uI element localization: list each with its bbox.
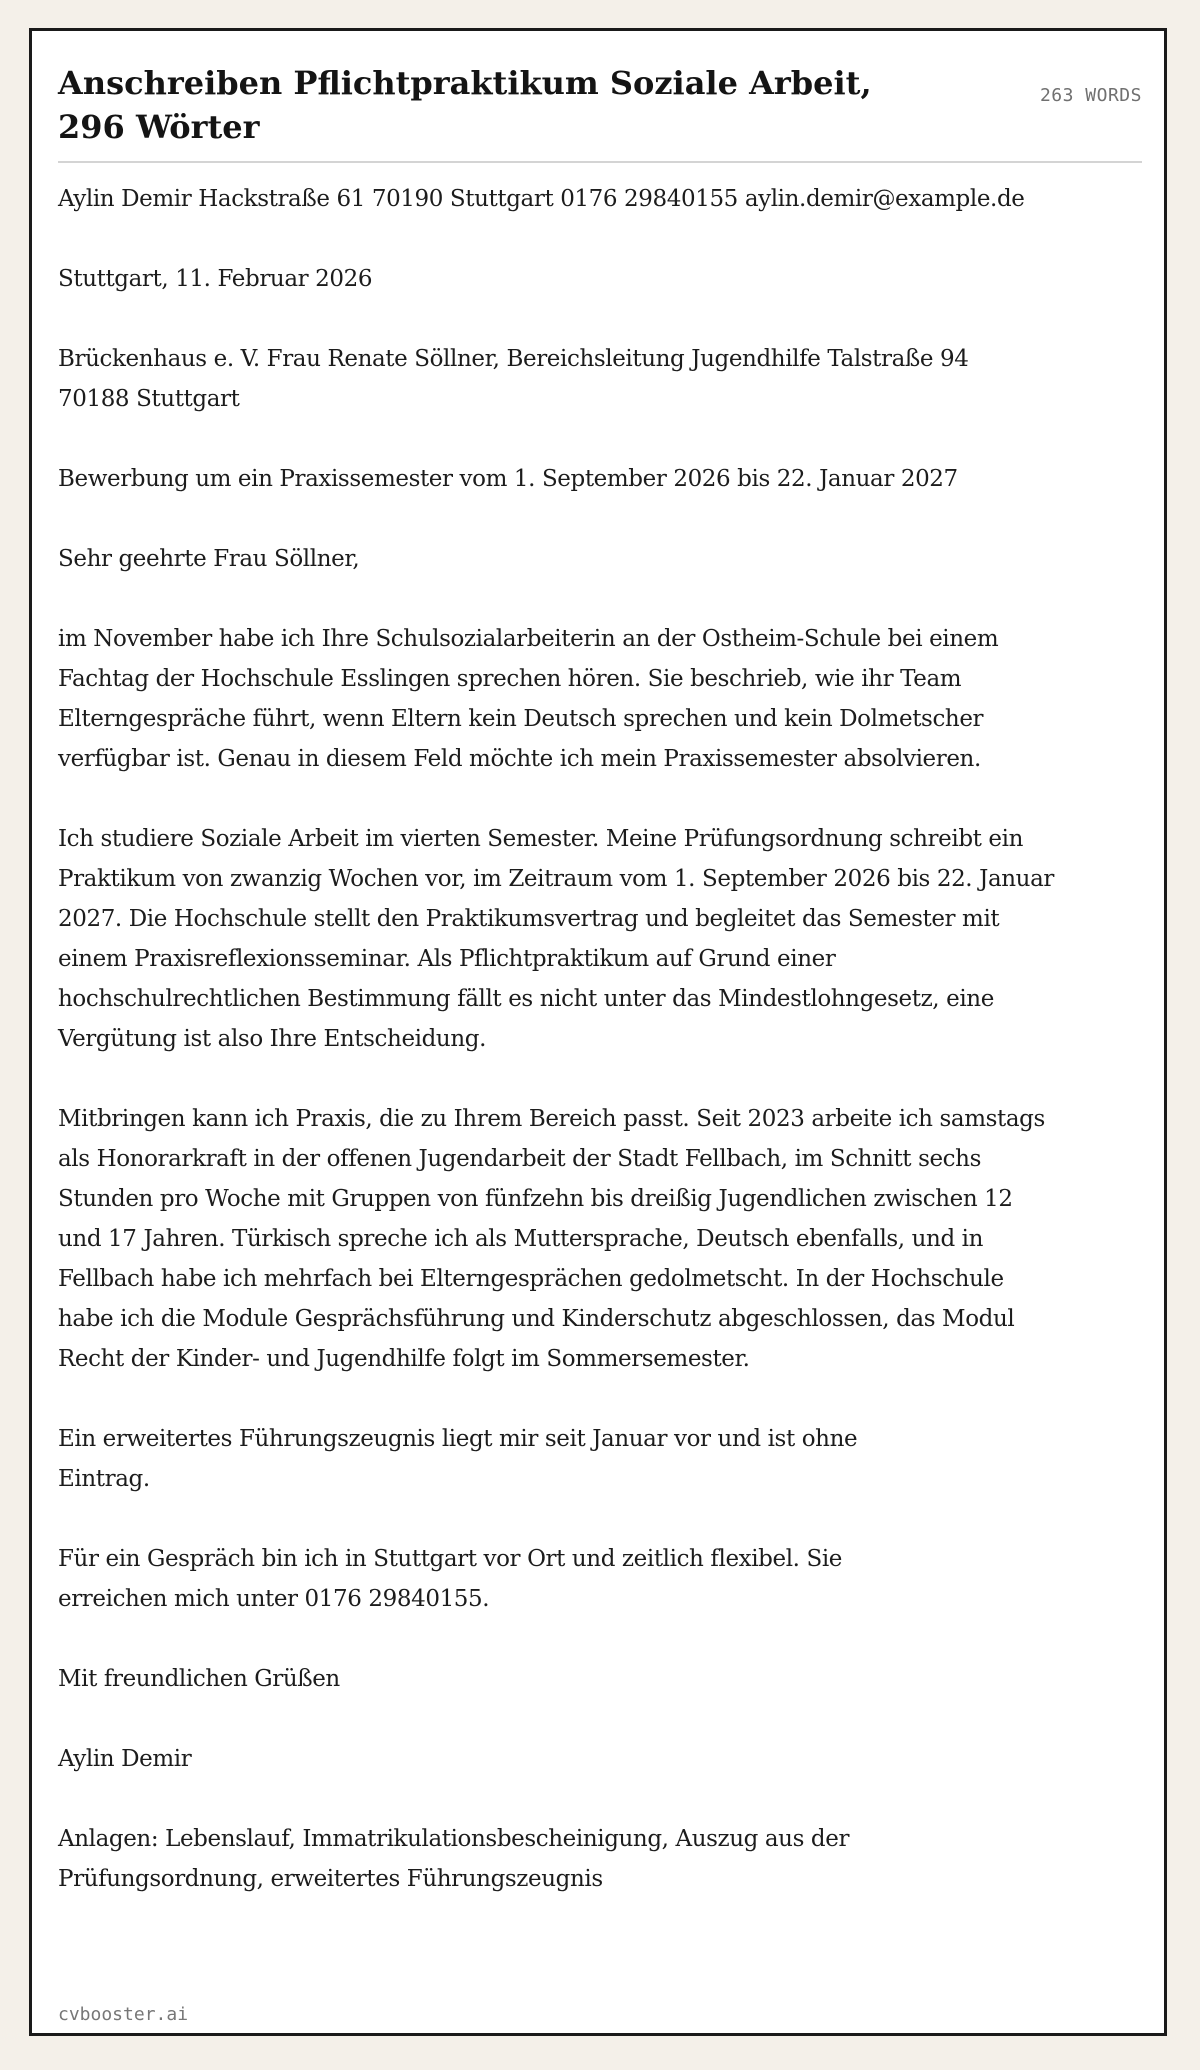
recipient-address: Brückenhaus e. V. Frau Renate Söllner, Bereichsleitung Jugendhilfe Talstraße 94 70188 Stuttgart	[58, 346, 969, 412]
brand-footer: cvbooster.ai	[58, 2004, 189, 2025]
letter-date: Stuttgart, 11. Februar 2026	[58, 266, 373, 292]
signature: Aylin Demir	[58, 1746, 192, 1772]
letter-paragraph: Mitbringen kann ich Praxis, die zu Ihrem Bereich passt. Seit 2023 arbeite ich samstags als Honorarkraft in der offenen Jugendarbeit der Stadt Fellbach, im Schnitt sechs Stunden pro Woche mit Gruppen von fünfzehn bis dreißig Jugendlichen zwischen 12 und 17 Jahren. Türkisch spreche ich als Muttersprache, Deutsch ebenfalls, und in Fellbach habe ich mehrfach bei Elterngesprächen gedolmetscht. In der Hochschule habe ich die Module Gesprächsführung und Kinderschutz abgeschlossen, das Modul Recht der Kinder- und Jugendhilfe folgt im Sommersemester.	[58, 1106, 1045, 1372]
letter-paragraph: Für ein Gespräch bin ich in Stuttgart vor Ort und zeitlich flexibel. Sie erreichen mich unter 0176 29840155.	[58, 1546, 843, 1612]
document-card	[29, 28, 1167, 2036]
letter-subject: Bewerbung um ein Praxissemester vom 1. September 2026 bis 22. Januar 2027	[58, 466, 958, 492]
letter-body	[58, 179, 1058, 1939]
closing: Mit freundlichen Grüßen	[58, 1666, 340, 1692]
letter-paragraph: Ein erweitertes Führungszeugnis liegt mir seit Januar vor und ist ohne Eintrag.	[58, 1426, 858, 1492]
attachments: Anlagen: Lebenslauf, Immatrikulationsbescheinigung, Auszug aus der Prüfungsordnung, erweitertes Führungszeugnis	[58, 1826, 850, 1892]
document-title: Anschreiben Pflichtpraktikum Soziale Arbeit, 296 Wörter	[58, 64, 872, 146]
salutation: Sehr geehrte Frau Söllner,	[58, 546, 360, 572]
word-count-badge: 263 WORDS	[1039, 85, 1142, 106]
document-header	[58, 53, 1142, 163]
letter-paragraph: im November habe ich Ihre Schulsozialarbeiterin an der Ostheim-Schule bei einem Fachtag der Hochschule Esslingen sprechen hören. Sie beschrieb, wie ihr Team Elterngespräche führt, wenn Eltern kein Deutsch sprechen und kein Dolmetscher verfügbar ist. Genau in diesem Feld möchte ich mein Praxissemester absolvieren.	[58, 626, 999, 772]
letter-paragraph: Ich studiere Soziale Arbeit im vierten Semester. Meine Prüfungsordnung schreibt ein Praktikum von zwanzig Wochen vor, im Zeitraum vom 1. September 2026 bis 22. Januar 2027. Die Hochschule stellt den Praktikumsvertrag und begleitet das Semester mit einem Praxisreflexionsseminar. Als Pflichtpraktikum auf Grund einer hochschulrechtlichen Bestimmung fällt es nicht unter das Mindestlohngesetz, eine Vergütung ist also Ihre Entscheidung.	[58, 826, 1054, 1052]
sender-address: Aylin Demir Hackstraße 61 70190 Stuttgart 0176 29840155 aylin.demir@example.de	[58, 186, 1025, 212]
